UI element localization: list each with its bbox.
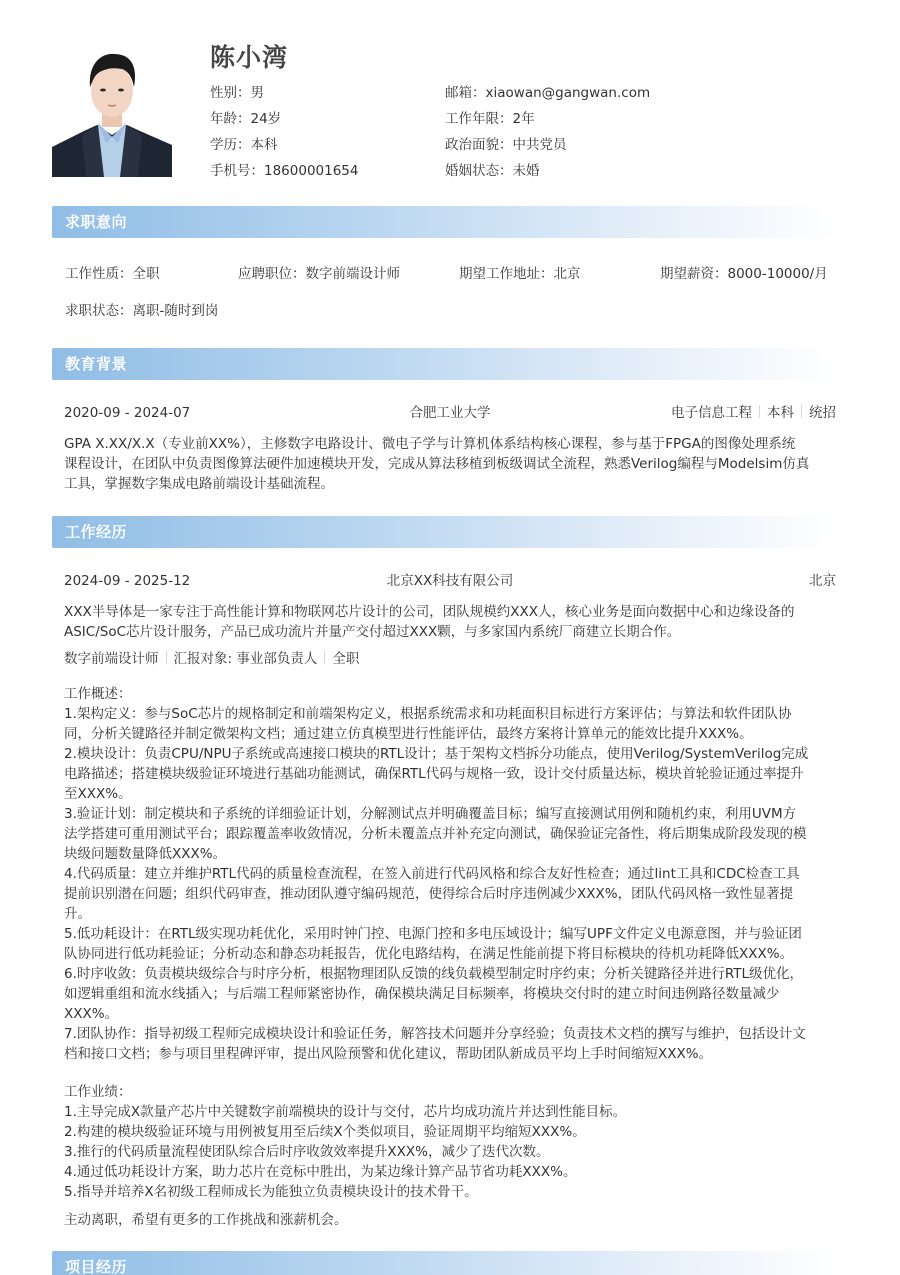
intent-location — [459, 262, 581, 282]
leave-reason-text: 主动离职，希望有更多的工作挑战和涨薪机会。 — [64, 1212, 348, 1228]
text-line: 法学搭建可重用测试平台；跟踪覆盖率收敛情况，分析未覆盖点并补充定向测试，确保验证完备性，将后期集成阶段发现的模 — [64, 826, 807, 842]
text-line: 工具，掌握数字集成电路前端设计基础流程。 — [64, 476, 334, 492]
text-line: 课程设计，在团队中负责图像算法硬件加速模块开发，完成从算法移植到板级调试全流程，熟悉Verilog编程与Modelsim仿真 — [64, 456, 810, 472]
company-intro — [64, 602, 839, 642]
info-label: 性别： — [210, 85, 251, 101]
candidate-name: 陈小湾 — [210, 43, 289, 72]
text-line: 如逻辑重组和流水线插入；与后端工程师紧密协作，确保模块满足目标频率，将模块交付时的建立时间违例路径数量减少 — [64, 986, 780, 1002]
info-label: 手机号： — [210, 163, 264, 179]
text-line: XXX半导体是一家专注于高性能计算和物联网芯片设计的公司，团队规模约XXX人，核心业务是面向数据中心和边缘设备的 — [64, 604, 795, 620]
work-achievements — [64, 1082, 839, 1202]
resume-header — [0, 0, 900, 200]
text-line: GPA X.XX/X.X（专业前XX%），主修数字电路设计、微电子学与计算机体系结构核心课程，参与基于FPGA的图像处理系统 — [64, 436, 796, 452]
info-value: 男 — [250, 85, 264, 101]
divider — [324, 651, 325, 664]
basic-info-right — [445, 82, 650, 186]
section-header-education — [52, 348, 836, 380]
intent-status — [65, 299, 218, 319]
info-education — [210, 134, 358, 160]
intent-label: 应聘职位： — [238, 266, 306, 282]
education-period: 2020-09 - 2024-07 — [64, 405, 191, 421]
info-label: 学历： — [210, 137, 251, 153]
info-value: 2年 — [512, 111, 535, 127]
intent-label: 期望工作地址： — [459, 266, 554, 282]
text-line: 升。 — [64, 906, 91, 922]
achievement-item: 3.推行的代码质量流程使团队综合后时序收敛效率提升XXX%，减少了迭代次数。 — [64, 1144, 550, 1160]
info-value: 未婚 — [512, 163, 540, 179]
section-title: 教育背景 — [65, 355, 128, 373]
work-city: 北京 — [809, 573, 836, 589]
education-major: 电子信息工程 — [671, 405, 752, 421]
section-title: 求职意向 — [65, 213, 128, 231]
achievement-item: 2.构建的模块级验证环境与用例被复用至后续X个类似项目，验证周期平均缩短XXX%。 — [64, 1124, 586, 1140]
portrait-photo — [52, 45, 172, 177]
section-title: 项目经历 — [65, 1258, 128, 1275]
intent-salary — [660, 262, 828, 282]
section-header-work — [52, 516, 836, 548]
work-company: 北京XX科技有限公司 — [386, 573, 514, 589]
education-description — [64, 434, 839, 494]
text-line: 5.低功耗设计：在RTL级实现功耗优化，采用时钟门控、电源门控和多电压域设计；编写UPF文件定义电源意图，并与验证团 — [64, 926, 802, 942]
education-school: 合肥工业大学 — [409, 405, 491, 421]
text-line: 至XXX%。 — [64, 786, 132, 802]
intent-label: 工作性质： — [65, 266, 133, 282]
info-phone — [210, 160, 358, 186]
achievements-title: 工作业绩： — [64, 1084, 132, 1100]
text-line: 块级问题数量降低XXX%。 — [64, 846, 227, 862]
leave-reason — [64, 1210, 839, 1230]
info-email — [445, 82, 650, 108]
education-type: 统招 — [809, 405, 836, 421]
basic-info-left — [210, 82, 358, 186]
info-label: 邮箱： — [445, 85, 486, 101]
section-header-project — [52, 1251, 836, 1275]
divider — [166, 651, 167, 664]
achievement-item: 4.通过低功耗设计方案，助力芯片在竞标中胜出，为某边缘计算产品节省功耗XXX%。 — [64, 1164, 577, 1180]
text-line: ASIC/SoC芯片设计服务，产品已成功流片并量产交付超过XXX颗，与多家国内系统厂商建立长期合作。 — [64, 624, 681, 640]
info-marital-status — [445, 160, 650, 186]
text-line: 同，分析关键路径并制定微架构文档；通过建立仿真模型进行性能评估，最终方案将计算单元的能效比提升XXX%。 — [64, 726, 753, 742]
text-line: 档和接口文档；参与项目里程碑评审，提出风险预警和优化建议，帮助团队新成员平均上手时间缩短XXX%。 — [64, 1046, 713, 1062]
intent-label: 期望薪资： — [660, 266, 728, 282]
text-line: 提前识别潜在问题；组织代码审查，推动团队遵守编码规范，使得综合后时序违例减少XXX%，团队代码风格一致性显著提 — [64, 886, 794, 902]
portrait-icon — [52, 45, 172, 177]
info-value: 本科 — [250, 137, 278, 153]
intent-value: 北京 — [553, 266, 581, 282]
work-entry-header — [64, 570, 836, 592]
info-value: 中共党员 — [512, 137, 567, 153]
text-line: 电路描述；搭建模块级验证环境进行基础功能测试，确保RTL代码与规格一致，设计交付质量达标，模块首轮验证通过率提升 — [64, 766, 804, 782]
intent-work-type — [65, 262, 160, 282]
text-line: 2.模块设计：负责CPU/NPU子系统或高速接口模块的RTL设计；基于架构文档拆分功能点，使用Verilog/SystemVerilog完成 — [64, 746, 809, 762]
text-line: 6.时序收敛：负责模块级综合与时序分析，根据物理团队反馈的线负载模型制定时序约束；分析关键路径并进行RTL级优化， — [64, 966, 804, 982]
intent-value: 离职-随时到岗 — [132, 303, 219, 319]
text-line: XXX%。 — [64, 1006, 119, 1022]
overview-title: 工作概述： — [64, 686, 132, 702]
intent-position — [238, 262, 400, 282]
info-work-years — [445, 108, 650, 134]
section-header-intent — [52, 206, 836, 238]
education-degree: 本科 — [767, 405, 794, 421]
text-line: 3.验证计划：制定模块和子系统的详细验证计划，分解测试点并明确覆盖目标；编写直接测试用例和随机约束，利用UVM方 — [64, 806, 797, 822]
info-age — [210, 108, 358, 134]
work-role: 数字前端设计师 — [64, 651, 159, 667]
work-report-to: 汇报对象: 事业部负责人 — [173, 651, 318, 667]
work-role-meta — [64, 649, 839, 669]
info-value: xiaowan@gangwan.com — [485, 85, 651, 101]
text-line: 队协同进行低功耗验证；分析动态和静态功耗报告，优化电路结构，在满足性能前提下将目标模块的待机功耗降低XXX%。 — [64, 946, 794, 962]
intent-value: 全职 — [132, 266, 160, 282]
info-value: 24岁 — [250, 111, 282, 127]
intent-label: 求职状态： — [65, 303, 133, 319]
work-overview — [64, 684, 839, 1064]
info-label: 婚姻状态： — [445, 163, 513, 179]
divider — [759, 405, 760, 418]
work-employment-type: 全职 — [332, 651, 360, 667]
info-value: 18600001654 — [264, 163, 359, 179]
intent-value: 数字前端设计师 — [305, 266, 400, 282]
divider — [801, 405, 802, 418]
achievement-item: 5.指导并培养X名初级工程师成长为能独立负责模块设计的技术骨干。 — [64, 1184, 478, 1200]
info-label: 政治面貌： — [445, 137, 513, 153]
text-line: 7.团队协作：指导初级工程师完成模块设计和验证任务，解答技术问题并分享经验；负责技术文档的撰写与维护，包括设计文 — [64, 1026, 806, 1042]
info-political-status — [445, 134, 650, 160]
education-meta — [671, 402, 836, 424]
education-entry-header — [64, 402, 836, 424]
info-label: 年龄： — [210, 111, 251, 127]
section-title: 工作经历 — [65, 523, 128, 541]
work-period: 2024-09 - 2025-12 — [64, 573, 191, 589]
achievement-item: 1.主导完成X款量产芯片中关键数字前端模块的设计与交付，芯片均成功流片并达到性能目标。 — [64, 1104, 627, 1120]
info-gender — [210, 82, 358, 108]
intent-value: 8000-10000/月 — [727, 266, 828, 282]
info-label: 工作年限： — [445, 111, 513, 127]
text-line: 1.架构定义：参与SoC芯片的规格制定和前端架构定义，根据系统需求和功耗面积目标进行方案评估；与算法和软件团队协 — [64, 706, 792, 722]
text-line: 4.代码质量：建立并维护RTL代码的质量检查流程，在签入前进行代码风格和综合友好性检查；通过lint工具和CDC检查工具 — [64, 866, 800, 882]
